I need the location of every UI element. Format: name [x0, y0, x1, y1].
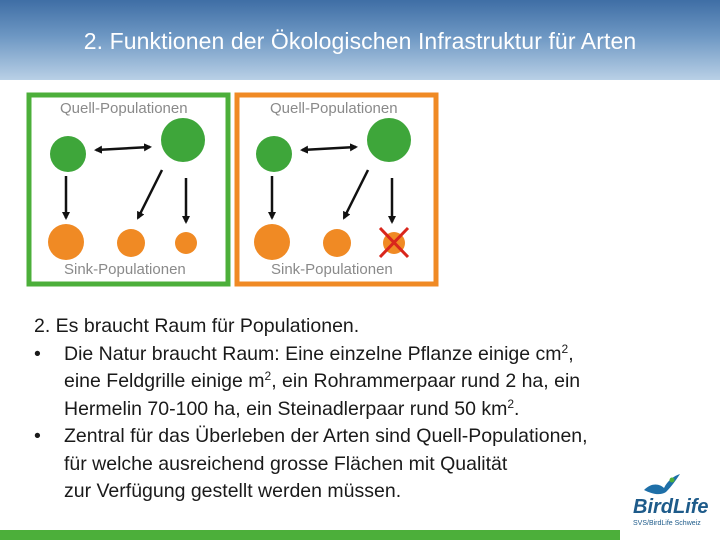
- bottom-accent-bar: [0, 530, 620, 540]
- bullet-item-source-populations: [34, 423, 714, 451]
- b1-text-6: .: [514, 397, 520, 420]
- b1-text-5: Hermelin 70-100 ha, ein Steinadlerpaar rund 50 km: [64, 397, 508, 420]
- right-sink-label: Sink-Populationen: [271, 261, 393, 278]
- b1-sup-2: 2: [264, 369, 272, 383]
- b1-sup-3: 2: [507, 396, 515, 411]
- bullet-icon: •: [34, 342, 41, 365]
- bullet-2-line-3: zur Verfügung gestellt werden müssen.: [64, 480, 402, 502]
- right-sink-1: [254, 224, 290, 260]
- b1-text-4: , ein Rohrammerpaar rund 2 ha, ein: [271, 370, 581, 392]
- bullet-1-line-3: [34, 396, 714, 424]
- bullet-2-line-1: Zentral für das Überleben der Arten sind Quell-Populationen,: [64, 425, 588, 447]
- title-bar: [0, 0, 720, 80]
- bullet-icon: •: [34, 425, 41, 447]
- left-source-label: Quell-Populationen: [60, 100, 188, 117]
- bird-icon: [642, 472, 682, 498]
- right-source-small: [256, 136, 292, 172]
- body-text: [34, 313, 714, 506]
- left-sink-2: [117, 229, 145, 257]
- b1-sup-1: 2: [561, 341, 569, 356]
- bullet-item-space: [34, 341, 714, 369]
- bullet-1-line-2: [34, 368, 714, 396]
- point-2-heading: 2. Es braucht Raum für Populationen.: [34, 315, 360, 337]
- left-sink-3: [175, 232, 197, 254]
- left-source-large: [161, 118, 205, 162]
- slide-title: 2. Funktionen der Ökologischen Infrastruktur für Arten: [83, 28, 637, 54]
- b1-text-1: Die Natur braucht Raum: Eine einzelne Pflanze einige cm: [64, 342, 562, 365]
- left-sink-label: Sink-Populationen: [64, 261, 186, 278]
- b1-text-2: ,: [568, 342, 574, 365]
- right-sink-2: [323, 229, 351, 257]
- b1-text-3: eine Feldgrille einige m: [64, 370, 265, 392]
- logo-subtitle: SVS/BirdLife Schweiz: [633, 520, 701, 527]
- birdlife-logo: [628, 470, 710, 532]
- left-panel: [29, 95, 228, 284]
- bullet-2-line-2: für welche ausreichend grosse Flächen mit Qualität: [64, 452, 508, 475]
- right-panel: [237, 95, 436, 284]
- logo-wordmark: BirdLife: [633, 496, 709, 518]
- left-source-small: [50, 136, 86, 172]
- population-diagram: [26, 92, 440, 288]
- bullet-1-line-1: [64, 341, 574, 369]
- right-source-label: Quell-Populationen: [270, 100, 398, 117]
- right-source-large: [367, 118, 411, 162]
- left-sink-1: [48, 224, 84, 260]
